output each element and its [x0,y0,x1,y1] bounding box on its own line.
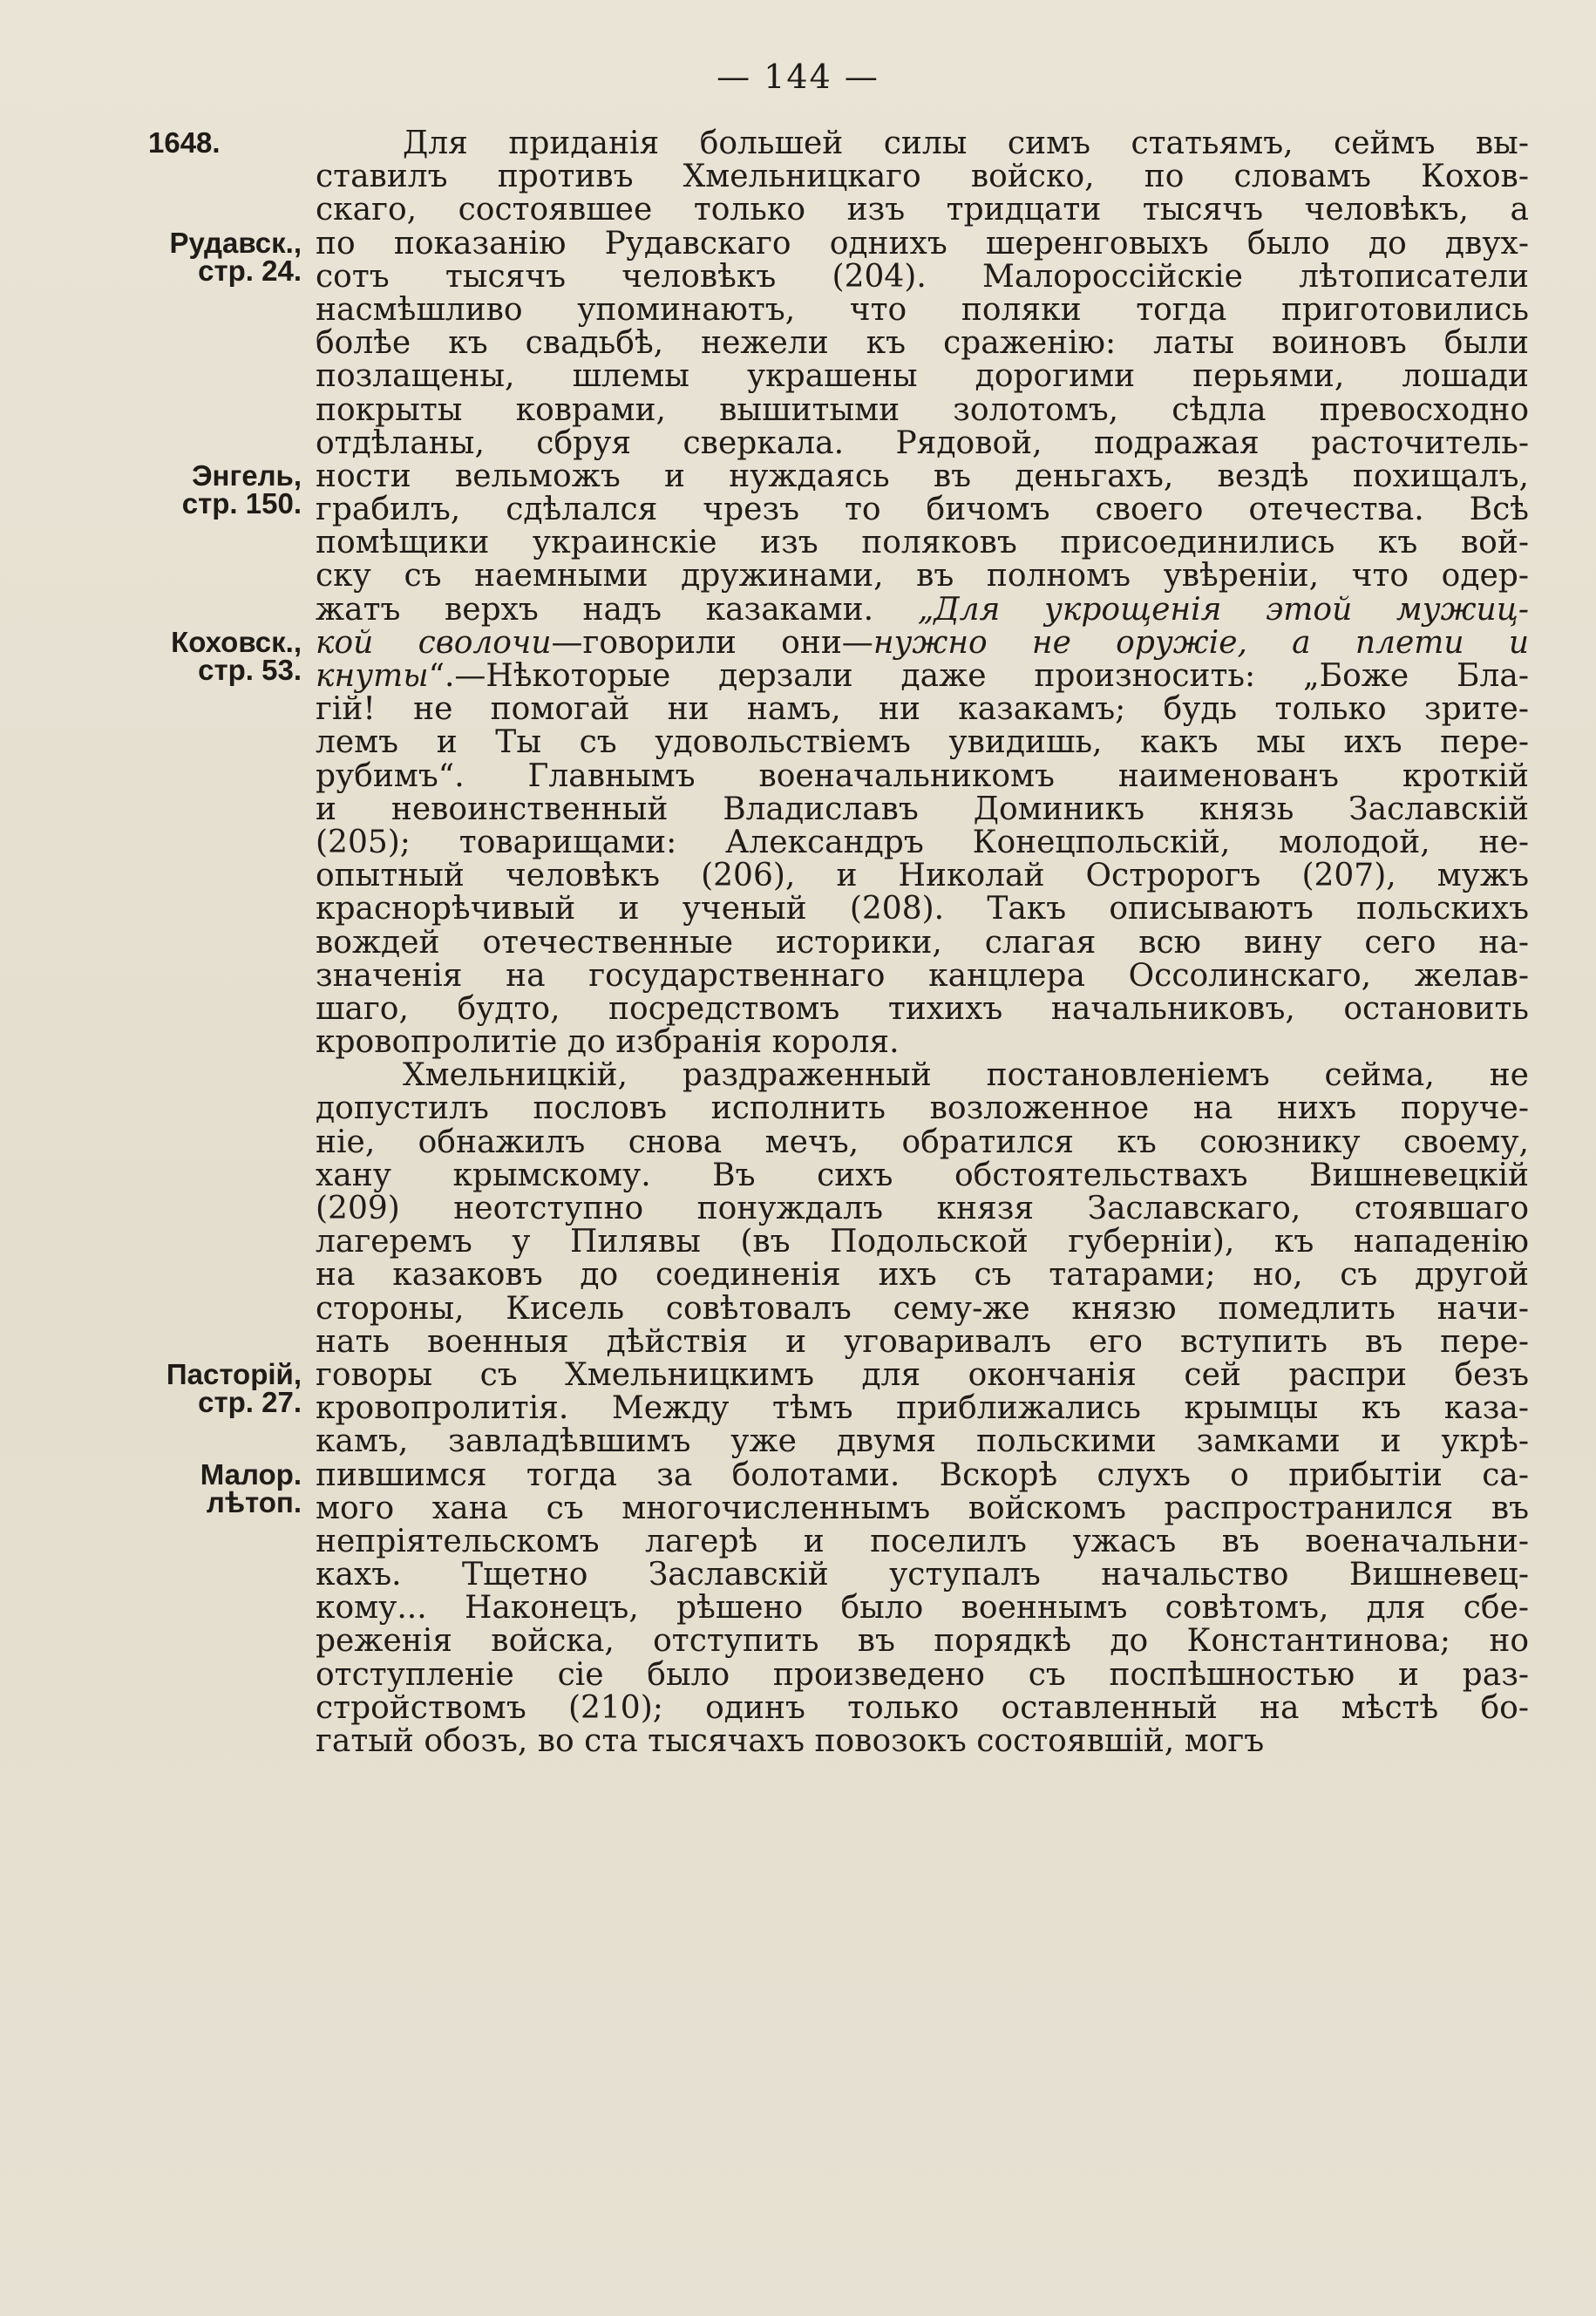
text-line [316,1226,1529,1259]
margin-note-year: 1648. [148,126,221,159]
text-line [316,693,1529,726]
text-run: нать военныя дѣйствія и уговаривалъ его вступить въ пере- [316,1325,1529,1359]
text-run: болѣе къ свадьбѣ, нежели къ сраженію: латы воиновъ были [316,327,1529,361]
text-line [316,261,1529,294]
text-run: кровопролитія. Между тѣмъ приближались крымцы къ каза- [316,1392,1529,1426]
text-line [316,1725,1529,1758]
text-run: кровопролитіе до избранія короля. [316,1026,900,1060]
text-line [316,1425,1529,1458]
text-line [316,859,1529,893]
text-line [316,627,1529,660]
italic-text: „Для укрощенія этой мужиц- [917,593,1529,627]
text-run: стройствомъ (210); одинъ только оставленный на мѣстѣ бо- [316,1691,1529,1725]
text-line [316,927,1529,960]
text-run: гатый обозъ, во ста тысячахъ повозокъ состоявшій, могъ [316,1725,1265,1759]
text-line [316,1059,1529,1092]
text-run: лемъ и Ты съ удовольствіемъ увидишь, какъ мы ихъ пере- [316,726,1529,760]
text-run: позлащены, шлемы украшены дорогими перьями, лошади [316,360,1529,394]
text-run: Хмельницкій, раздраженный постановленіемъ сейма, не [403,1059,1529,1093]
paragraph [316,127,1529,1059]
text-run: значенія на государственнаго канцлера Оссолинскаго, желав- [316,959,1529,993]
margin-note-engel: Энгель, стр. 150. [181,459,302,520]
text-line [316,826,1529,859]
text-line [316,1559,1529,1592]
text-line [316,160,1529,194]
text-line [316,560,1529,593]
text-line [316,360,1529,393]
text-line [316,294,1529,327]
text-line [316,1592,1529,1625]
text-line [316,526,1529,560]
text-line [316,1092,1529,1125]
text-line [316,660,1529,693]
text-run: стороны, Кисель совѣтовалъ сему-же князю помедлить начи- [316,1292,1529,1326]
text-line [316,228,1529,261]
text-run: сотъ тысячъ человѣкъ (204). Малороссійскіе лѣтописатели [316,260,1529,294]
text-run: по показанію Рудавскаго однихъ шеренговыхъ было до двух- [316,227,1529,261]
text-run: непріятельскомъ лагерѣ и поселилъ ужасъ въ военачальни- [316,1525,1529,1559]
text-run: камъ, завладѣвшимъ уже двумя польскими замками и укрѣ- [316,1425,1529,1459]
text-run: рубимъ“. Главнымъ военачальникомъ наименованъ кроткій [316,759,1529,793]
text-line [316,1359,1529,1392]
margin-note-rudavsk: Рудавск., стр. 24. [169,226,302,287]
text-line [316,1492,1529,1525]
text-run: ску съ наемными дружинами, въ полномъ увѣреніи, что одер- [316,560,1529,594]
text-line [316,1293,1529,1326]
italic-text: кой сволочи [316,626,552,660]
margin-note-kokhovsk: Коховск., стр. 53. [171,626,302,686]
text-run: “.—Нѣкоторые дерзали даже произносить: „Боже Бла- [428,660,1529,694]
text-run: на казаковъ до соединенія ихъ съ татарами; но, съ другой [316,1259,1529,1293]
text-line [316,1659,1529,1692]
text-line [316,493,1529,526]
page-number: — 144 — [717,58,879,96]
text-line [316,1192,1529,1226]
text-run: краснорѣчивый и ученый (208). Такъ описываютъ польскихъ [316,893,1529,927]
text-line [316,726,1529,759]
text-line [316,394,1529,427]
text-run: кахъ. Тщетно Заславскій уступалъ начальство Вишневец- [316,1559,1529,1593]
text-run: жатъ верхъ надъ казаками. [316,593,918,627]
text-run: —говорили они— [551,626,873,660]
text-run: говоры съ Хмельницкимъ для окончанія сей распри безъ [316,1358,1529,1393]
text-line [316,960,1529,993]
text-run: помѣщики украинскіе изъ поляковъ присоединились къ вой- [316,526,1529,560]
text-line [316,1392,1529,1425]
text-line [316,793,1529,826]
text-run: отступленіе сіе было произведено съ поспѣшностью и раз- [316,1658,1529,1692]
text-run: гій! не помогай ни намъ, ни казакамъ; будь только зрите- [316,693,1529,727]
text-line [316,1525,1529,1559]
text-run: вождей отечественные историки, слагая всю вину сего на- [316,926,1529,960]
paragraph [316,1059,1529,1758]
margin-notes [0,0,314,2316]
text-line [316,1259,1529,1292]
text-run: реженія войска, отступить въ порядкѣ до Константинова; но [316,1625,1529,1659]
text-line [316,427,1529,460]
text-line [316,760,1529,793]
text-run: отдѣланы, сбруя сверкала. Рядовой, подражая расточитель- [316,426,1529,460]
text-run: опытный человѣкъ (206), и Николай Остророгъ (207), мужъ [316,859,1529,893]
text-run: шаго, будто, посредствомъ тихихъ начальниковъ, остановить [316,992,1529,1027]
text-line [316,1326,1529,1359]
text-line [316,1126,1529,1159]
text-line [316,1026,1529,1059]
margin-note-pastoriy: Пасторій, стр. 27. [166,1358,302,1419]
text-line [316,460,1529,493]
text-run: насмѣшливо упоминаютъ, что поляки тогда приготовились [316,293,1529,328]
text-run: кому... Наконецъ, рѣшено было военнымъ совѣтомъ, для сбе- [316,1592,1529,1626]
text-run: хану крымскому. Въ сихъ обстоятельствахъ Вишневецкій [316,1158,1529,1192]
text-run: (205); товарищами: Александръ Конецпольскій, молодой, не- [316,825,1529,860]
text-line [316,127,1529,160]
text-run: лагеремъ у Пилявы (въ Подольской губерніи), къ нападенію [316,1226,1529,1260]
text-run: покрыты коврами, вышитыми золотомъ, сѣдла превосходно [316,393,1529,427]
text-line [316,993,1529,1026]
text-line [316,1459,1529,1492]
text-line [316,327,1529,360]
text-line [316,194,1529,227]
text-run: ности вельможъ и нуждаясь въ деньгахъ, вездѣ похищалъ, [316,459,1529,494]
text-run: (209) неотступно понуждалъ князя Заславскаго, стоявшаго [316,1192,1529,1226]
text-run: допустилъ пословъ исполнить возложенное на нихъ поруче- [316,1092,1529,1126]
text-run: ставилъ противъ Хмельницкаго войско, по словамъ Кохов- [316,160,1529,194]
text-line [316,1625,1529,1658]
text-run: пившимся тогда за болотами. Вскорѣ слухъ о прибытіи са- [316,1458,1529,1492]
text-run: скаго, состоявшее только изъ тридцати тысячъ человѣкъ, а [316,194,1529,228]
text-line [316,1692,1529,1725]
text-line [316,1159,1529,1192]
text-run: грабилъ, сдѣлался чрезъ то бичомъ своего отечества. Всѣ [316,493,1529,527]
text-run: ніе, обнажилъ снова мечъ, обратился къ союзнику своему, [316,1125,1529,1159]
text-run: Для приданія большей силы симъ статьямъ, сеймъ вы- [403,127,1529,161]
italic-text: нужно не оружіе, а плети и [873,626,1529,660]
text-run: и невоинственный Владиславъ Доминикъ князь Заславскій [316,792,1529,826]
margin-note-malor: Малор. лѣтоп. [200,1458,302,1518]
text-line [316,893,1529,926]
body-text [316,127,1529,1758]
text-line [316,594,1529,627]
text-run: мого хана съ многочисленнымъ войскомъ распространился въ [316,1491,1529,1525]
italic-text: кнуты [316,660,429,694]
